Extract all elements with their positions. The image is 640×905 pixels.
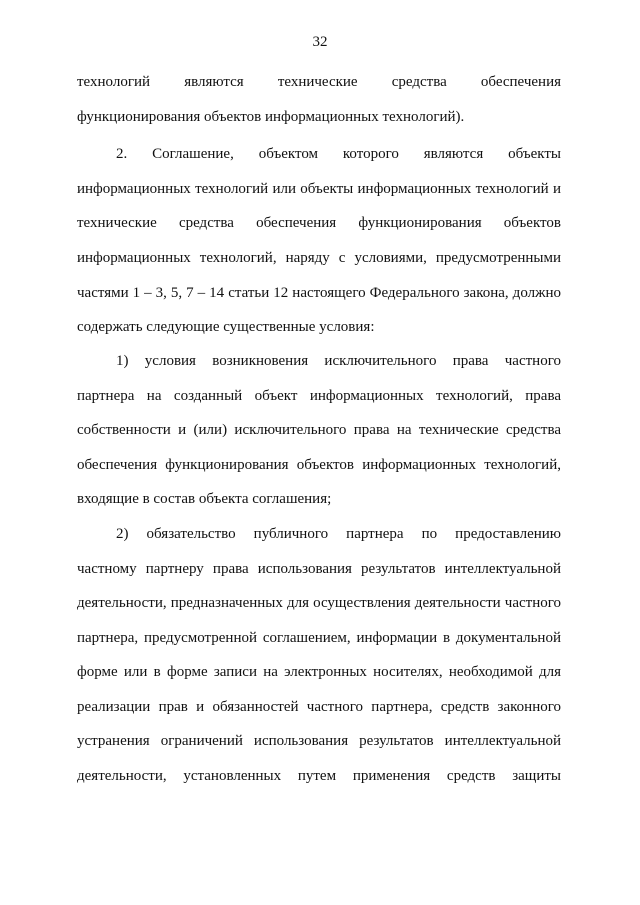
text-line: информационных технологий или объекты информационных технологий и xyxy=(77,181,561,197)
page-number: 32 xyxy=(312,34,328,50)
text-line: технологий являются технические средства обеспечения xyxy=(77,74,561,90)
text-line: 2. Соглашение, объектом которого являются объекты xyxy=(116,146,561,162)
text-line: 2) обязательство публичного партнера по предоставлению xyxy=(116,526,561,542)
text-line: деятельности, предназначенных для осуществления деятельности частного xyxy=(77,595,561,611)
text-line: реализации прав и обязанностей частного партнера, средств законного xyxy=(77,699,561,715)
text-line: деятельности, установленных путем применения средств защиты xyxy=(77,768,561,784)
text-line: собственности и (или) исключительного права на технические средства xyxy=(77,422,561,438)
text-line: частному партнеру права использования результатов интеллектуальной xyxy=(77,561,561,577)
text-line: партнера, предусмотренной соглашением, информации в документальной xyxy=(77,630,561,646)
text-line: 1) условия возникновения исключительного права частного xyxy=(116,353,561,369)
text-line: функционирования объектов информационных технологий). xyxy=(77,109,465,125)
text-line: содержать следующие существенные условия: xyxy=(77,319,375,335)
text-line: технические средства обеспечения функционирования объектов xyxy=(77,215,561,231)
text-line: частями 1 – 3, 5, 7 – 14 статьи 12 настоящего Федерального закона, должно xyxy=(77,285,561,301)
text-line: партнера на созданный объект информационных технологий, права xyxy=(77,388,561,404)
text-line: информационных технологий, наряду с условиями, предусмотренными xyxy=(77,250,561,266)
text-line: входящие в состав объекта соглашения; xyxy=(77,491,332,507)
text-line: устранения ограничений использования результатов интеллектуальной xyxy=(77,733,561,749)
text-line: форме или в форме записи на электронных носителях, необходимой для xyxy=(77,664,561,680)
text-line: обеспечения функционирования объектов информационных технологий, xyxy=(77,457,561,473)
